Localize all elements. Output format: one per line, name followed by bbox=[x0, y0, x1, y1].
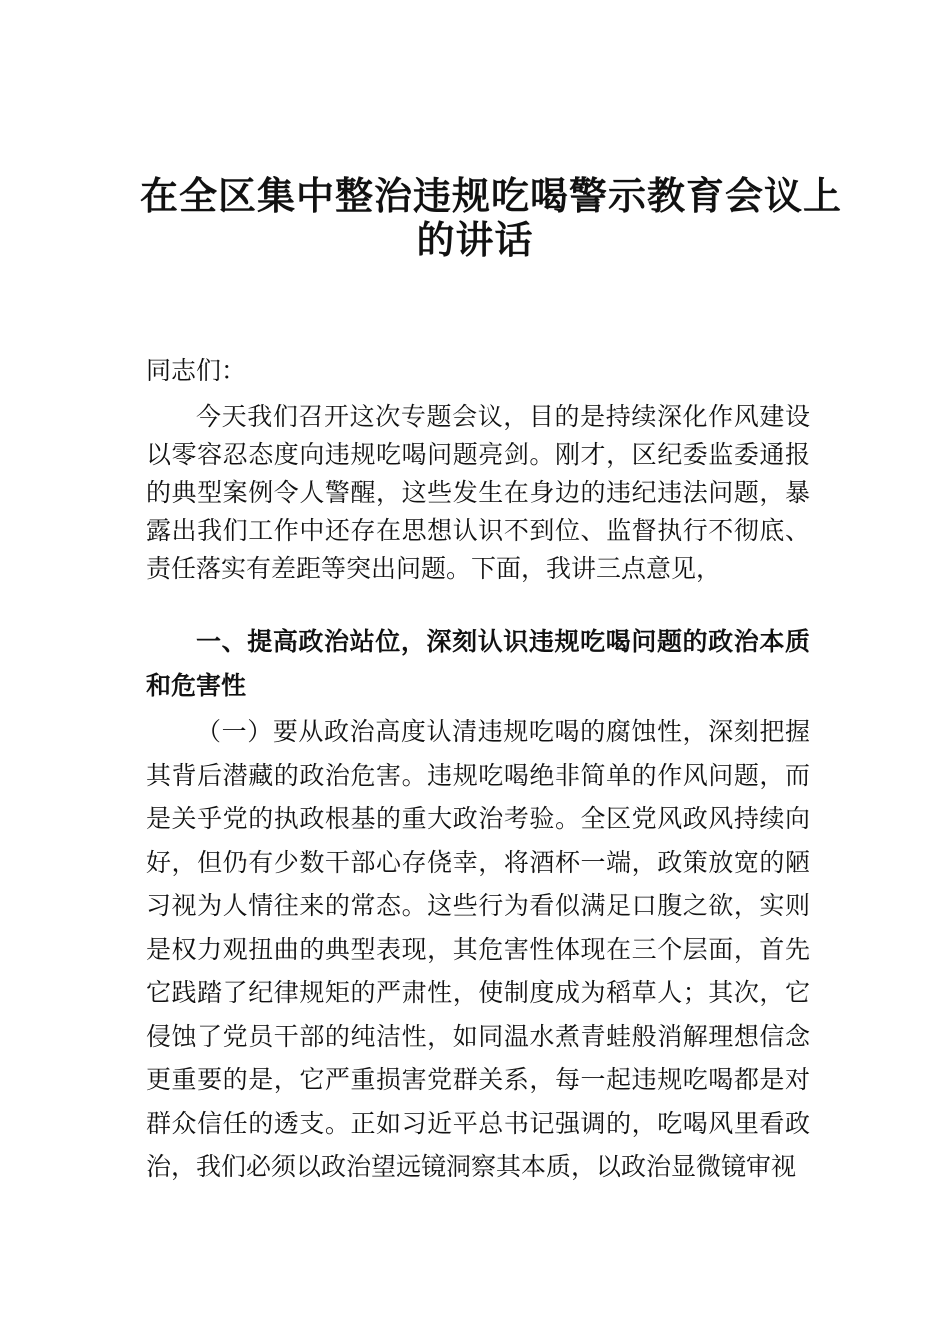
document-title-line-1: 在全区集中整治违规吃喝警示教育会议上 bbox=[140, 173, 843, 218]
document-title-line-2: 的讲话 bbox=[416, 217, 534, 262]
salutation: 同志们： bbox=[146, 356, 247, 385]
paragraph-section-1-1: （一）要从政治高度认清违规吃喝的腐蚀性，深刻把握其背后潜藏的政治危害。违规吃喝绝非简单的作风问题，而是关乎党的执政根基的重大政治考验。全区党风政风持续向好，但仍有少数干部心存侥幸，将酒杯一端，政策放宽的陋习视为人情往来的常态。这些行为看似满足口腹之欲，实则是权力观扭曲的典型表现，其危害性体现在三个层面，首先它践踏了纪律规矩的严肃性，使制度成为稻草人；其次，它侵蚀了党员干部的纯洁性，如同温水煮青蛙般消解理想信念更重要的是，它严重损害党群关系，每一起违规吃喝都是对群众信任的透支。正如习近平总书记强调的，吃喝风里看政治，我们必须以政治望远镜洞察其本质，以政治显微镜审视 bbox=[146, 717, 810, 1181]
section-heading-1: 一、提高政治站位，深刻认识违规吃喝问题的政治本质和危害性 bbox=[146, 627, 810, 700]
paragraph-intro: 今天我们召开这次专题会议，目的是持续深化作风建设以零容忍态度向违规吃喝问题亮剑。刚才，区纪委监委通报的典型案例令人警醒，这些发生在身边的违纪违法问题，暴露出我们工作中还存在思想认识不到位、监督执行不彻底、责任落实有差距等突出问题。下面，我讲三点意见， bbox=[146, 402, 810, 583]
